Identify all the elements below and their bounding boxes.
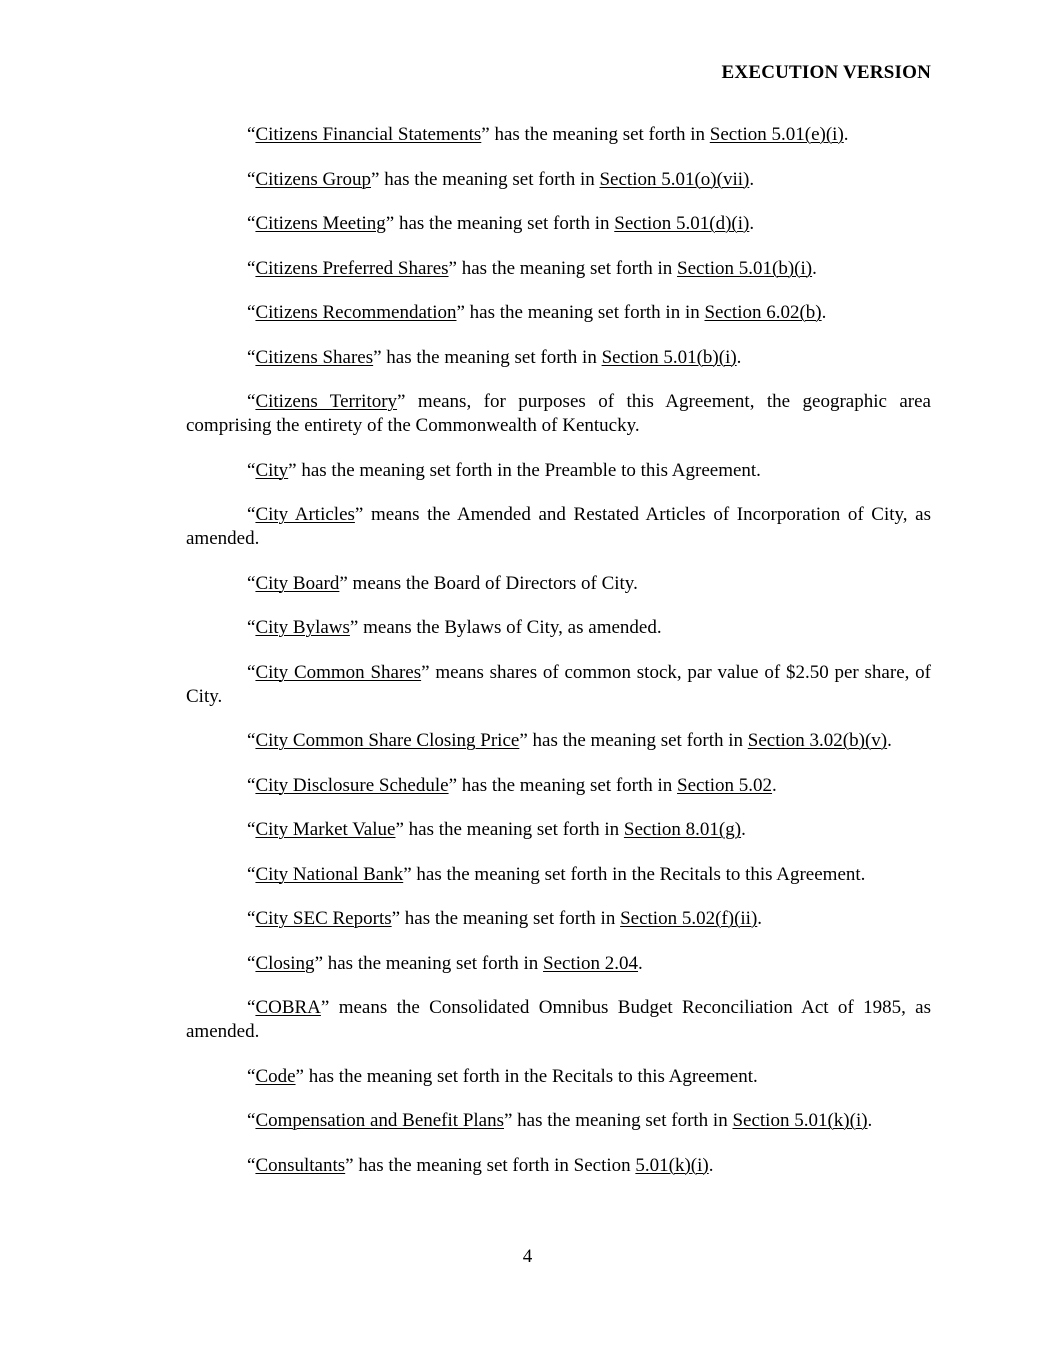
definition-end-punctuation: . [772, 774, 777, 796]
defined-term: City Bylaws [255, 617, 350, 638]
definition-text: ” has the meaning set forth in [448, 257, 678, 279]
defined-term: City National Bank [255, 863, 404, 885]
definition-open-quote: “ [247, 774, 256, 796]
defined-term: Citizens Financial Statements [255, 124, 482, 145]
section-reference: 5.01(k)(i) [635, 1154, 709, 1176]
definition-paragraph [186, 729, 931, 753]
section-reference: Section 3.02(b)(v) [747, 730, 888, 751]
definition-text: ” has the meaning set forth in [373, 346, 602, 368]
definition-paragraph [186, 390, 931, 438]
definition-paragraph [186, 301, 931, 325]
definition-end-punctuation: . [887, 730, 892, 751]
definition-open-quote: “ [247, 459, 256, 481]
definition-open-quote: “ [247, 1065, 256, 1087]
page-number: 4 [522, 1246, 533, 1267]
definition-paragraph [186, 1154, 931, 1178]
definition-text: ” has the meaning set forth in [448, 774, 678, 796]
definition-open-quote: “ [247, 819, 256, 840]
definition-paragraph [186, 907, 931, 931]
definition-open-quote: “ [247, 1154, 256, 1176]
definition-paragraph [186, 818, 931, 842]
defined-term: City Disclosure Schedule [255, 774, 449, 796]
definition-paragraph [186, 346, 931, 370]
definition-paragraph [186, 503, 931, 551]
definition-paragraph [186, 863, 931, 887]
defined-term: City Market Value [255, 819, 396, 840]
definition-paragraph [186, 1109, 931, 1133]
definition-end-punctuation: . [708, 1154, 714, 1176]
definition-paragraph [186, 572, 931, 596]
definition-end-punctuation: . [757, 908, 763, 929]
definition-open-quote: “ [247, 952, 256, 974]
definition-open-quote: “ [247, 908, 256, 929]
section-reference: Section 5.01(k)(i) [732, 1110, 868, 1131]
defined-term: City Articles [255, 504, 355, 525]
definition-paragraph [186, 123, 931, 147]
definition-end-punctuation: . [638, 952, 643, 974]
definition-end-punctuation: . [749, 168, 755, 190]
defined-term: Citizens Recommendation [255, 302, 457, 323]
definition-paragraph [186, 168, 931, 192]
defined-term: Closing [255, 952, 315, 974]
definition-end-punctuation: . [821, 302, 827, 323]
definition-end-punctuation: . [812, 257, 817, 279]
definition-paragraph [186, 996, 931, 1044]
definition-paragraph [186, 616, 931, 640]
definitions-list [186, 123, 931, 1198]
definition-open-quote: “ [247, 168, 256, 190]
defined-term: Citizens Meeting [255, 213, 386, 234]
defined-term: City Common Shares [255, 661, 422, 683]
definition-open-quote: “ [247, 863, 256, 885]
definition-open-quote: “ [247, 213, 256, 234]
definition-end-punctuation: . [749, 213, 755, 234]
section-reference: Section 5.02(f)(ii) [620, 908, 758, 929]
defined-term: City Common Share Closing Price [255, 730, 520, 751]
definition-text: ” has the meaning set forth in Section [345, 1154, 636, 1176]
definition-paragraph [186, 661, 931, 709]
definition-end-punctuation: . [741, 819, 746, 840]
section-reference: Section 8.01(g) [623, 819, 742, 840]
definition-text: ” means the Bylaws of City, as amended. [349, 617, 662, 638]
definition-end-punctuation: . [867, 1110, 873, 1131]
definition-text: ” has the meaning set forth in the Recitals to this Agreement. [403, 863, 866, 885]
section-reference: Section 2.04 [543, 952, 639, 974]
definition-open-quote: “ [247, 124, 256, 145]
definition-text: ” has the meaning set forth in [371, 168, 600, 190]
defined-term: Citizens Shares [255, 346, 374, 368]
definition-text: ” means the Amended and Restated Articles of Incorporation of City, as amended. [186, 504, 931, 549]
definition-open-quote: “ [247, 730, 256, 751]
definition-text: ” means the Board of Directors of City. [339, 572, 638, 594]
section-reference: Section 5.01(d)(i) [614, 213, 750, 234]
definition-text: ” has the meaning set forth in [481, 124, 710, 145]
definition-paragraph [186, 212, 931, 236]
definition-open-quote: “ [247, 302, 256, 323]
definition-text: ” has the meaning set forth in in [456, 302, 705, 323]
section-reference: Section 5.01(o)(vii) [599, 168, 750, 190]
definition-open-quote: “ [247, 1110, 256, 1131]
definition-paragraph [186, 459, 931, 483]
definition-text: ” has the meaning set forth in [395, 819, 624, 840]
defined-term: COBRA [255, 997, 321, 1018]
defined-term: Compensation and Benefit Plans [255, 1110, 504, 1131]
defined-term: Code [255, 1065, 296, 1087]
defined-term: City SEC Reports [255, 908, 392, 929]
definition-open-quote: “ [247, 257, 256, 279]
definition-paragraph [186, 1065, 931, 1089]
defined-term: Citizens Group [255, 168, 372, 190]
definition-paragraph [186, 257, 931, 281]
section-reference: Section 6.02(b) [704, 302, 822, 323]
definition-open-quote: “ [247, 997, 256, 1018]
section-reference: Section 5.01(b)(i) [601, 346, 737, 368]
section-reference: Section 5.01(e)(i) [709, 124, 844, 145]
definition-open-quote: “ [247, 504, 256, 525]
definition-text: ” has the meaning set forth in [391, 908, 621, 929]
definition-text: ” has the meaning set forth in the Recitals to this Agreement. [295, 1065, 758, 1087]
section-reference: Section 5.02 [677, 774, 773, 796]
definition-open-quote: “ [247, 391, 256, 412]
definition-open-quote: “ [247, 346, 256, 368]
defined-term: City [255, 459, 289, 481]
definition-text: ” has the meaning set forth in [519, 730, 748, 751]
definition-text: ” has the meaning set forth in [314, 952, 544, 974]
definition-text: ” has the meaning set forth in the Preamble to this Agreement. [288, 459, 761, 481]
section-reference: Section 5.01(b)(i) [677, 257, 813, 279]
definition-text: ” means the Consolidated Omnibus Budget Reconciliation Act of 1985, as amended. [186, 997, 931, 1042]
definition-text: ” means shares of common stock, par value of $2.50 per share, of City. [186, 661, 931, 707]
defined-term: Consultants [255, 1154, 346, 1176]
definition-end-punctuation: . [736, 346, 742, 368]
definition-end-punctuation: . [843, 124, 849, 145]
definition-open-quote: “ [247, 572, 256, 594]
defined-term: Citizens Territory [255, 391, 398, 412]
defined-term: City Board [255, 572, 340, 594]
execution-version-header: EXECUTION VERSION [721, 62, 931, 83]
definition-text: ” has the meaning set forth in [504, 1110, 733, 1131]
definition-paragraph [186, 774, 931, 798]
definition-paragraph [186, 952, 931, 976]
definition-text: ” means, for purposes of this Agreement, the geographic area comprising the entirety of the Commonwealth of Kentucky. [186, 391, 931, 436]
defined-term: Citizens Preferred Shares [255, 257, 449, 279]
definition-text: ” has the meaning set forth in [385, 213, 615, 234]
definition-open-quote: “ [247, 617, 256, 638]
definition-open-quote: “ [247, 661, 256, 683]
